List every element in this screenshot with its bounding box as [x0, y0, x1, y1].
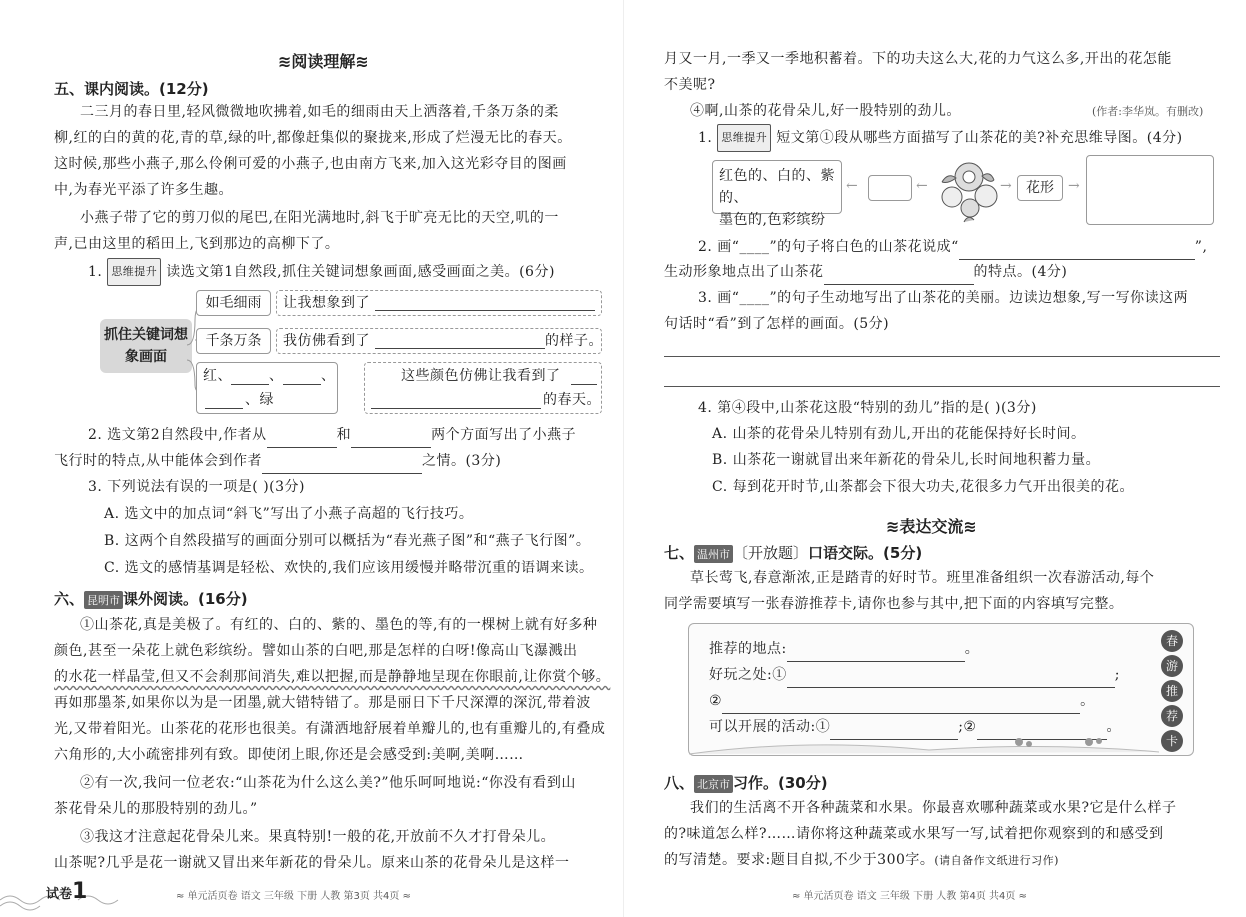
- section-title-expression: ≋表达交流≋: [886, 517, 977, 536]
- answer-blank[interactable]: [571, 371, 597, 385]
- arrow-left-icon: ←: [916, 178, 928, 194]
- q6-passage-line: ④啊,山茶的花骨朵儿,好一股特别的劲儿。: [690, 103, 961, 119]
- q6-title: 六、 昆明市 课外阅读。(16分): [54, 590, 248, 608]
- q6-passage-line: 再如那墨茶,如果你以为是一团墨,就大错特错了。那是丽日下千尺深潭的深沉,带着波: [54, 695, 591, 711]
- section-title-reading: ≋阅读理解≋: [278, 52, 369, 71]
- card-landscape-decoration: [689, 732, 1159, 756]
- option-a[interactable]: A. 山茶的花骨朵儿特别有劲儿,开出的花能保持好长时间。: [712, 426, 1086, 442]
- region-tag: 昆明市: [84, 591, 123, 609]
- spring-outing-card: [688, 623, 1194, 756]
- q5-title: 五、课内阅读。(12分): [54, 80, 209, 98]
- q6-question-3-cont: 句话时“看”到了怎样的画面。(5分): [664, 316, 890, 332]
- card-row-activities: 可以开展的活动:① ;② 。: [709, 714, 1121, 740]
- answer-box[interactable]: [1086, 155, 1214, 225]
- answer-line[interactable]: [664, 356, 1220, 357]
- q6-passage-line: 颜色,甚至一朵花上就色彩缤纷。譬如山茶的白吧,那是怎样的白呀!像高山飞瀑溅出: [54, 643, 578, 659]
- q5-question-2: 2. 选文第2自然段中,作者从 和 两个方面写出了小燕子: [88, 422, 576, 448]
- answer-box[interactable]: [868, 175, 912, 201]
- arrow-right-icon: →: [1068, 178, 1080, 194]
- q6-passage-line: 月又一月,一季又一季地积蓄着。下的功夫这么大,花的力气这么多,开出的花怎能: [664, 51, 1172, 67]
- keyword-box-2: 千条万条: [196, 328, 271, 354]
- q5-question-3: 3. 下列说法有误的一项是( )(3分): [88, 479, 306, 495]
- answer-blank[interactable]: [722, 700, 1080, 714]
- q6-passage-line: 山茶呢?几乎是花一谢就又冒出来年新花的骨朵儿。原来山茶的花骨朵儿是这样一: [54, 855, 570, 871]
- q6-passage-line: 光,又带着阳光。山茶花的花形也很美。有潇洒地舒展着单瓣儿的,也有重瓣儿的,有叠成: [54, 721, 606, 737]
- card-seal: 春 游 推 荐 卡: [1161, 630, 1183, 755]
- q6-question-3: 3. 画“____”的句子生动地写出了山茶花的美丽。边读边想象,写一写你读这两: [698, 290, 1189, 306]
- keyword-answer-box-2: 我仿佛看到了 的样子。: [276, 328, 602, 354]
- thinking-tag: 思维提升: [717, 124, 771, 152]
- q7-prompt-line: 草长莺飞,春意渐浓,正是踏青的好时节。班里准备组织一次春游活动,每个: [690, 570, 1155, 586]
- answer-blank[interactable]: [824, 271, 974, 285]
- q6-passage-line: 不美呢?: [664, 77, 716, 93]
- option-b[interactable]: B. 山茶花一谢就冒出来年新花的骨朵儿,长时间地积蓄力量。: [712, 452, 1101, 468]
- keyword-answer-box-1: 让我想象到了: [276, 290, 602, 316]
- page-footer: ≈ 单元活页卷 语文 三年级 下册 人教 第3页 共4页 ≈: [176, 891, 411, 902]
- camellia-flower-icon: [934, 152, 1004, 230]
- answer-blank[interactable]: [959, 246, 1195, 260]
- shape-branch: 花形: [1017, 175, 1063, 201]
- answer-blank[interactable]: [787, 674, 1115, 688]
- q8-prompt-line: 的写清楚。要求:题目自拟,不少于300字。(请自备作文纸进行习作): [664, 852, 1059, 868]
- keyword-answer-box-3: 这些颜色仿佛让我看到了 的春天。: [364, 362, 602, 414]
- q5-question-2-cont: 飞行时的特点,从中能体会到作者 之情。(3分): [54, 448, 501, 474]
- color-branch: 红色的、白的、紫的、 墨色的,色彩缤纷: [712, 160, 842, 214]
- q7-title: 七、 温州市 〔开放题〕口语交际。(5分): [664, 544, 923, 562]
- q6-passage-line: ②有一次,我问一位老农:“山茶花为什么这么美?”他乐呵呵地说:“你没有看到山: [80, 775, 576, 791]
- q5-passage-line: 小燕子带了它的剪刀似的尾巴,在阳光满地时,斜飞于旷亮无比的天空,叽的一: [80, 210, 559, 226]
- answer-blank[interactable]: [283, 371, 321, 385]
- keyword-box-3: 红、 、 、 、绿: [196, 362, 338, 414]
- q7-prompt-line: 同学需要填写一张春游推荐卡,请你也参与其中,把下面的内容填写完整。: [664, 596, 1124, 612]
- paper-badge: 试卷1: [46, 879, 88, 904]
- answer-blank[interactable]: [371, 395, 541, 409]
- page-footer: ≈ 单元活页卷 语文 三年级 下册 人教 第4页 共4页 ≈: [792, 891, 1027, 902]
- q8-prompt-line: 的?味道怎么样?……请你将这种蔬菜或水果写一写,试着把你观察到的和感受到: [664, 826, 1164, 842]
- keyword-box-1: 如毛细雨: [196, 290, 271, 316]
- q5-passage-line: 柳,红的白的黄的花,青的草,绿的叶,都像赶集似的聚拢来,形成了烂漫无比的春天。: [54, 130, 572, 146]
- q5-question-1: 1. 思维提升 读选文第1自然段,抓住关键词想象画面,感受画面之美。(6分): [88, 258, 555, 286]
- q6-passage-line: ①山茶花,真是美极了。有红的、白的、紫的、墨色的等,有的一棵树上就有好多种: [80, 617, 598, 633]
- option-b[interactable]: B. 这两个自然段描写的画面分别可以概括为“春光燕子图”和“燕子飞行图”。: [104, 533, 591, 549]
- answer-blank[interactable]: [351, 434, 431, 448]
- card-row-location: 推荐的地点: 。: [709, 636, 979, 662]
- region-tag: 北京市: [694, 775, 733, 793]
- q5-passage-line: 声,已由这里的稻田上,飞到那边的高柳下了。: [54, 236, 340, 252]
- q6-question-2: 2. 画“____”的句子将白色的山茶花说成“ ”,: [698, 234, 1207, 260]
- q6-passage-line: 的水花一样晶莹,但又不会刹那间消失,难以把握,而是静静地呈现在你眼前,让你赏个够。: [54, 669, 611, 685]
- option-c[interactable]: C. 选文的感情基调是轻松、欢快的,我们应该用缓慢并略带沉重的语调来读。: [104, 560, 594, 576]
- answer-blank[interactable]: [267, 434, 337, 448]
- source-note: (作者:李华岚。有删改): [1092, 105, 1204, 118]
- option-a[interactable]: A. 选文中的加点词“斜飞”写出了小燕子高超的飞行技巧。: [104, 506, 474, 522]
- answer-blank[interactable]: [375, 335, 545, 349]
- answer-blank[interactable]: [262, 460, 422, 474]
- q8-prompt-line: 我们的生活离不开各种蔬菜和水果。你最喜欢哪种蔬菜或水果?它是什么样子: [690, 800, 1177, 816]
- mind-map-center: 抓住关键词想象画面: [100, 319, 192, 373]
- q5-passage-line: 这时候,那些小燕子,那么伶俐可爱的小燕子,也由南方飞来,加入这光彩夺目的图画: [54, 156, 567, 172]
- arrow-left-icon: ←: [846, 178, 858, 194]
- answer-blank[interactable]: [231, 371, 269, 385]
- answer-line[interactable]: [664, 386, 1220, 387]
- card-row-fun: 好玩之处:① ;: [709, 662, 1120, 688]
- option-c[interactable]: C. 每到花开时节,山茶都会下很大功夫,花很多力气开出很美的花。: [712, 479, 1135, 495]
- answer-blank[interactable]: [375, 297, 595, 311]
- card-row-fun-2: ② 。: [709, 688, 1095, 714]
- q8-title: 八、 北京市 习作。(30分): [664, 774, 828, 792]
- q6-passage-line: 茶花骨朵儿的那股特别的劲儿。”: [54, 801, 258, 817]
- q5-passage-line: 中,为春光平添了许多生趣。: [54, 182, 233, 198]
- answer-blank[interactable]: [787, 648, 965, 662]
- q6-passage-line: 六角形的,大小疏密排列有致。即使闭上眼,你还是会感受到:美啊,美啊……: [54, 747, 524, 763]
- q6-passage-line: ③我这才注意起花骨朵儿来。果真特别!一般的花,开放前不久才打骨朵儿。: [80, 829, 556, 845]
- q6-question-2-cont: 生动形象地点出了山茶花 的特点。(4分): [664, 259, 1067, 285]
- q6-question-4: 4. 第④段中,山茶花这股“特别的劲儿”指的是( )(3分): [698, 400, 1037, 416]
- right-page: [623, 0, 1246, 917]
- answer-blank[interactable]: [205, 395, 243, 409]
- region-tag: 温州市: [694, 545, 733, 563]
- arrow-right-icon: →: [1000, 178, 1012, 194]
- thinking-tag: 思维提升: [107, 258, 161, 286]
- q6-question-1: 1. 思维提升 短文第①段从哪些方面描写了山茶花的美?补充思维导图。(4分): [698, 124, 1183, 152]
- q5-passage-line: 二三月的春日里,轻风微微地吹拂着,如毛的细雨由天上洒落着,千条万条的柔: [80, 104, 559, 120]
